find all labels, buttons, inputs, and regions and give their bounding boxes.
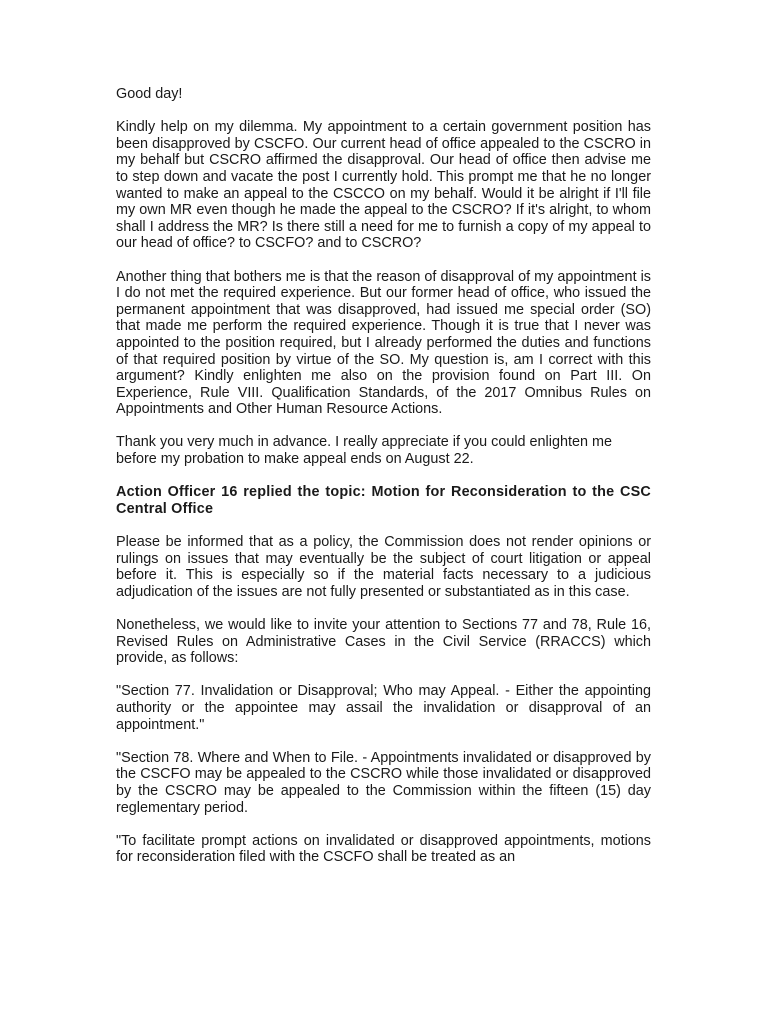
document-page: [116, 86, 651, 883]
reply-paragraph-4: "Section 78. Where and When to File. - Appointments invalidated or disapproved by the CSCFO may be appealed to the CSCRO while those invalidated or disapproved by the CSCRO may be appealed to the Commission within the fifteen (15) day reglementary period.: [116, 749, 651, 816]
question-paragraph-2: Another thing that bothers me is that the reason of disapproval of my appointment is I do not met the required experience. But our former head of office, who issued the permanent appointment that was disapproved, had issued me special order (SO) that made me perform the required experience. Though it is true that I never was appointed to the position required, but I already performed the duties and functions of that required position by virtue of the SO. My question is, am I correct with this argument? Kindly enlighten me also on the provision found on Part III. On Experience, Rule VIII. Qualification Standards, of the 2017 Omnibus Rules on Appointments and Other Human Resource Actions.: [116, 268, 651, 418]
reply-paragraph-1: Please be informed that as a policy, the Commission does not render opinions or rulings on issues that may eventually be the subject of court litigation or appeal before it. This is especially so if the material facts necessary to a judicious adjudication of the issues are not fully presented or substantiated as in this case.: [116, 534, 651, 600]
greeting: Good day!: [116, 86, 183, 102]
question-paragraph-1: Kindly help on my dilemma. My appointment to a certain government position has been disapproved by CSCFO. Our current head of office appealed to the CSCRO in my behalf but CSCRO affirmed the disapproval. Our head of office then advise me to step down and vacate the post I currently hold. This prompt me that he no longer wanted to make an appeal to the CSCCO on my behalf. Would it be alright if I'll file my own MR even though he made the appeal to the CSCRO? If it's alright, to whom shall I address the MR? Is there still a need for me to furnish a copy of my appeal to our head of office? to CSCFO? and to CSCRO?: [116, 119, 651, 252]
reply-paragraph-2: Nonetheless, we would like to invite your attention to Sections 77 and 78, Rule 16, Revised Rules on Administrative Cases in the Civil Service (RRACCS) which provide, as follows:: [116, 617, 651, 667]
reply-paragraph-5: "To facilitate prompt actions on invalidated or disapproved appointments, motions for reconsideration filed with the CSCFO shall be treated as an: [116, 832, 651, 866]
reply-paragraph-3: "Section 77. Invalidation or Disapproval; Who may Appeal. - Either the appointing authority or the appointee may assail the invalidation or disapproval of an appointment.": [116, 683, 651, 733]
question-paragraph-3: Thank you very much in advance. I really appreciate if you could enlighten me before my probation to make appeal ends on August 22.: [116, 434, 612, 468]
reply-heading: Action Officer 16 replied the topic: Motion for Reconsideration to the CSC Central Office: [116, 484, 651, 517]
